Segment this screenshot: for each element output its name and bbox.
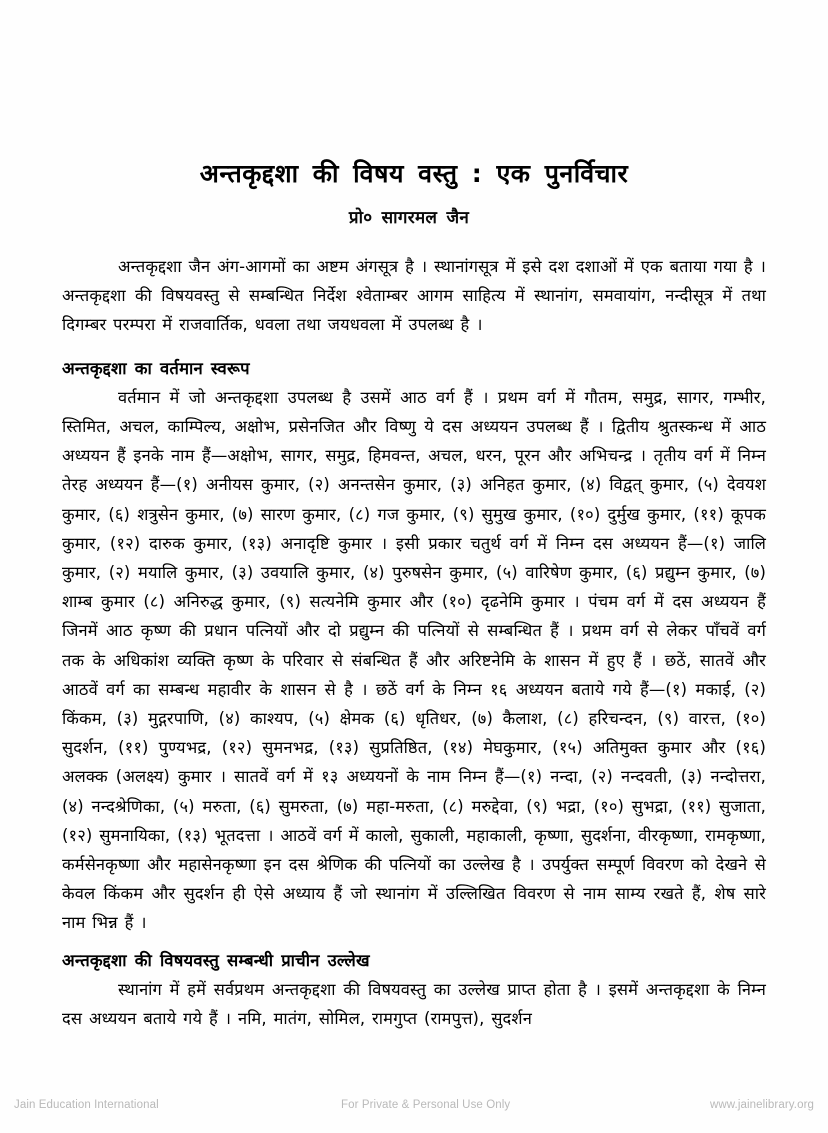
footer-organization: Jain Education International	[14, 1099, 159, 1111]
author-byline: प्रो० सागरमल जैन	[348, 208, 470, 229]
section-one-paragraph: वर्तमान में जो अन्तकृद्दशा उपलब्ध है उसमें आठ वर्ग हैं । प्रथम वर्ग में गौतम, समुद्र, सागर, गम्भीर, स्तिमित, अचल, काम्पिल्य, अक्षोभ, प्रसेनजित और विष्णु ये दस अध्ययन उपलब्ध हैं । द्वितीय श्रुतस्कन्ध में आठ अध्ययन हैं इनके नाम हैं—अक्षोभ, सागर, समुद्र, हिमवन्त, अचल, धरन, पूरन और अभिचन्द्र । तृतीय वर्ग में निम्न तेरह अध्ययन हैं—(१) अनीयस कुमार, (२) अनन्तसेन कुमार, (३) अनिहत कुमार, (४) विद्वत् कुमार, (५) देवयश कुमार, (६) शत्रुसेन कुमार, (७) सारण कुमार, (८) गज कुमार, (९) सुमुख कुमार, (१०) दुर्मुख कुमार, (११) कूपक कुमार, (१२) दारुक कुमार, (१३) अनादृष्टि कुमार । इसी प्रकार चतुर्थ वर्ग में निम्न दस अध्ययन हैं—(१) जालि कुमार, (२) मयालि कुमार, (३) उवयालि कुमार, (४) पुरुषसेन कुमार, (५) वारिषेण कुमार, (६) प्रद्युम्न कुमार, (७) शाम्ब कुमार (८) अनिरुद्ध कुमार, (९) सत्यनेमि कुमार और (१०) दृढनेमि कुमार । पंचम वर्ग में दस अध्ययन हैं जिनमें आठ कृष्ण की प्रधान पत्नियों और दो प्रद्युम्न की पत्नियों से सम्बन्धित हैं । प्रथम वर्ग से लेकर पाँचवें वर्ग तक के अधिकांश व्यक्ति कृष्ण के परिवार से संबन्धित हैं और अरिष्टनेमि के शासन में हुए हैं । छठें, सातवें और आठवें वर्ग का सम्बन्ध महावीर के शासन से है । छठें वर्ग के निम्न १६ अध्ययन बताये गये हैं—(१) मकाई, (२) किंकम, (३) मुद्गरपाणि, (४) काश्यप, (५) क्षेमक (६) धृतिधर, (७) कैलाश, (८) हरिचन्दन, (९) वारत्त, (१०) सुदर्शन, (११) पुण्यभद्र, (१२) सुमनभद्र, (१३) सुप्रतिष्ठित, (१४) मेघकुमार, (१५) अतिमुक्त कुमार और (१६) अलक्क (अलक्ष्य) कुमार । सातवें वर्ग में १३ अध्ययनों के नाम निम्न हैं—(१) नन्दा, (२) नन्दवती, (३) नन्दोत्तरा, (४) नन्दश्रेणिका, (५) मरुता, (६) सुमरुता, (७) महा-मरुता, (८) मरुद्देवा, (९) भद्रा, (१०) सुभद्रा, (११) सुजाता, (१२) सुमनायिका, (१३) भूतदत्ता । आठवें वर्ग में कालो, सुकाली, महाकाली, कृष्णा, सुदर्शना, वीरकृष्णा, रामकृष्णा, कर्मसेनकृष्णा और महासेनकृष्णा इन दस श्रेणिक की पत्नियों का उल्लेख है । उपर्युक्त सम्पूर्ण विवरण को देखने से केवल किंकम और सुदर्शन ही ऐसे अध्याय हैं जो स्थानांग में उल्लिखित विवरण से नाम साम्य रखते हैं, शेष सारे नाम भिन्न हैं ।	[62, 387, 766, 933]
title-block	[0, 158, 828, 228]
intro-paragraph: अन्तकृद्दशा जैन अंग-आगमों का अष्टम अंगसूत्र है । स्थानांगसूत्र में इसे दश दशाओं में एक बताया गया है । अन्तकृद्दशा की विषयवस्तु से सम्बन्धित निर्देश श्वेताम्बर आगम साहित्य में स्थानांग, समवायांग, नन्दीसूत्र में तथा दिगम्बर परम्परा में राजवार्तिक, धवला तथा जयधवला में उपलब्ध है ।	[62, 257, 766, 335]
page-footer	[0, 1095, 828, 1115]
section-two-paragraph: स्थानांग में हमें सर्वप्रथम अन्तकृद्दशा की विषयवस्तु का उल्लेख प्राप्त होता है । इसमें अन्तकृद्दशा के निम्न दस अध्ययन बताये गये हैं । नमि, मातंग, सोमिल, रामगुप्त (रामपुत्त), सुदर्शन	[62, 979, 766, 1029]
body-text-column	[62, 252, 766, 1033]
section-heading-current-form: अन्तकृद्दशा का वर्तमान स्वरूप	[62, 358, 250, 378]
paragraph-spacer	[62, 340, 766, 346]
footer-usage-notice: For Private & Personal Use Only	[341, 1099, 511, 1111]
section-heading-ancient-reference: अन्तकृद्दशा की विषयवस्तु सम्बन्धी प्राचीन उल्लेख	[62, 950, 370, 970]
footer-website-url: www.jainelibrary.org	[709, 1099, 814, 1111]
page-title: अन्तकृद्दशा की विषय वस्तु : एक पुनर्विचार	[199, 159, 629, 188]
